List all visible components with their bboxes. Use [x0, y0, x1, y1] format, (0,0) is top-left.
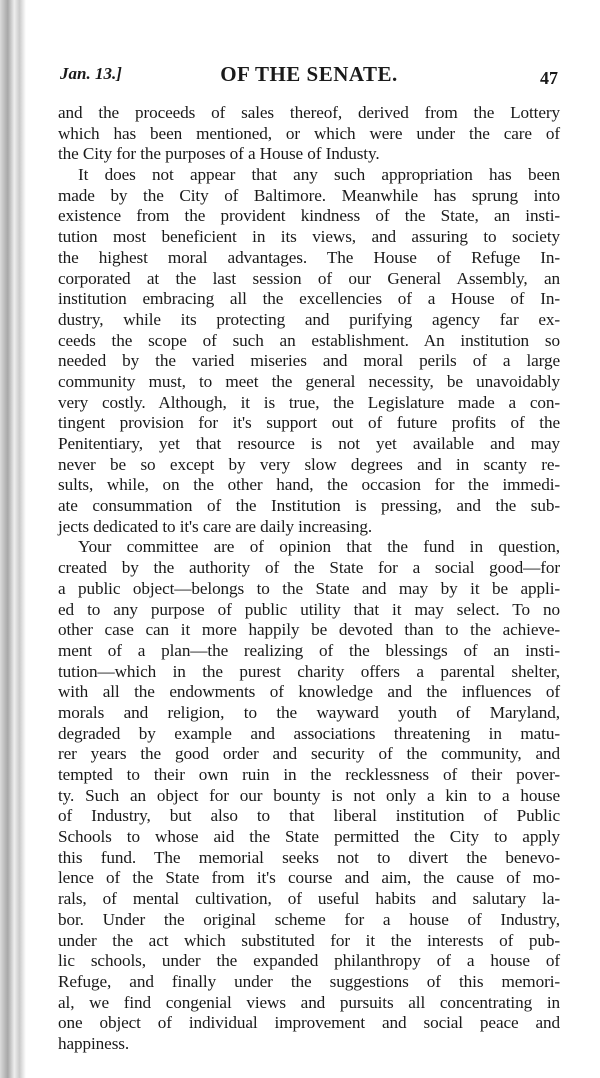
text-line: existence from the provident kindness of the State, an insti-	[58, 206, 560, 226]
text-line: lic schools, under the expanded philanthropy of a house of	[58, 951, 560, 971]
text-line: ment of a plan—the realizing of the blessings of an insti-	[58, 640, 560, 660]
text-line: this fund. The memorial seeks not to divert the benevo-	[58, 847, 560, 867]
document-body	[58, 103, 560, 1055]
text-line: a public object—belongs to the State and may by it be appli-	[58, 578, 560, 598]
text-line: rer years the good order and security of the community, and	[58, 744, 560, 764]
text-line: morals and religion, to the wayward youth of Maryland,	[58, 702, 560, 722]
page-number: 47	[540, 68, 558, 88]
text-line: the highest moral advantages. The House of Refuge In-	[58, 247, 560, 267]
text-line: with all the endowments of knowledge and the influences of	[58, 682, 560, 702]
text-line: Schools to whose aid the State permitted the City to apply	[58, 827, 560, 847]
text-line: institution embracing all the excellencies of a House of In-	[58, 289, 560, 309]
text-line: corporated at the last session of our General Assembly, an	[58, 268, 560, 288]
text-line: degraded by example and associations threatening in matu-	[58, 723, 560, 743]
text-line: under the act which substituted for it the interests of pub-	[58, 930, 560, 950]
text-line: never be so except by very slow degrees and in scanty re-	[58, 454, 560, 474]
header-date: Jan. 13.]	[60, 64, 122, 83]
text-line: ate consummation of the Institution is pressing, and the sub-	[58, 496, 560, 516]
text-line: rals, of mental cultivation, of useful habits and salutary la-	[58, 889, 560, 909]
text-line: happiness.	[58, 1033, 130, 1053]
text-line: tempted to their own ruin in the recklessness of their pover-	[58, 765, 560, 784]
text-line: Your committee are of opinion that the fund in question,	[78, 537, 560, 557]
text-line: the City for the purposes of a House of Industy.	[58, 144, 380, 164]
text-line: one object of individual improvement and social peace and	[58, 1013, 560, 1033]
text-line: which has been mentioned, or which were under the care of	[58, 123, 560, 143]
text-line: It does not appear that any such appropriation has been	[78, 165, 560, 185]
text-line: very costly. Although, it is true, the Legislature made a con-	[58, 392, 560, 412]
text-line: tingent provision for it's support out of future profits of the	[58, 413, 560, 433]
text-line: needed by the varied miseries and moral perils of a large	[58, 351, 560, 371]
text-line: of Industry, but also to that liberal institution of Public	[58, 806, 560, 826]
text-line: Penitentiary, yet that resource is not yet available and may	[58, 434, 560, 453]
text-line: tution most beneficient in its views, and assuring to society	[58, 227, 560, 247]
text-line: created by the authority of the State for a social good—for	[58, 558, 560, 578]
text-line: al, we find congenial views and pursuits all concentrating in	[58, 992, 560, 1012]
text-line: bor. Under the original scheme for a house of Industry,	[58, 909, 560, 929]
text-line: jects dedicated to it's care are daily increasing.	[58, 516, 373, 536]
header-title: OF THE SENATE.	[220, 62, 398, 86]
running-header	[60, 62, 558, 92]
text-line: tution—which in the purest charity offers a parental shelter,	[58, 661, 560, 681]
text-line: ty. Such an object for our bounty is not only a kin to a house	[58, 785, 560, 805]
text-line: and the proceeds of sales thereof, derived from the Lottery	[58, 103, 560, 122]
text-line: Refuge, and finally under the suggestions of this memori-	[58, 971, 560, 991]
text-line: dustry, while its protecting and purifying agency far ex-	[58, 309, 560, 329]
text-line: community must, to meet the general necessity, be unavoidably	[58, 371, 560, 391]
text-line: ceeds the scope of such an establishment. An institution so	[58, 330, 560, 350]
text-line: lence of the State from it's course and aim, the cause of mo-	[58, 868, 560, 888]
page-binding-edge	[0, 0, 26, 1078]
text-line: made by the City of Baltimore. Meanwhile has sprung into	[58, 185, 560, 205]
text-line: other case can it more happily be devoted than to the achieve-	[58, 620, 560, 640]
text-line: ed to any purpose of public utility that it may select. To no	[58, 599, 560, 619]
text-line: sults, while, on the other hand, the occasion for the immedi-	[58, 475, 560, 495]
